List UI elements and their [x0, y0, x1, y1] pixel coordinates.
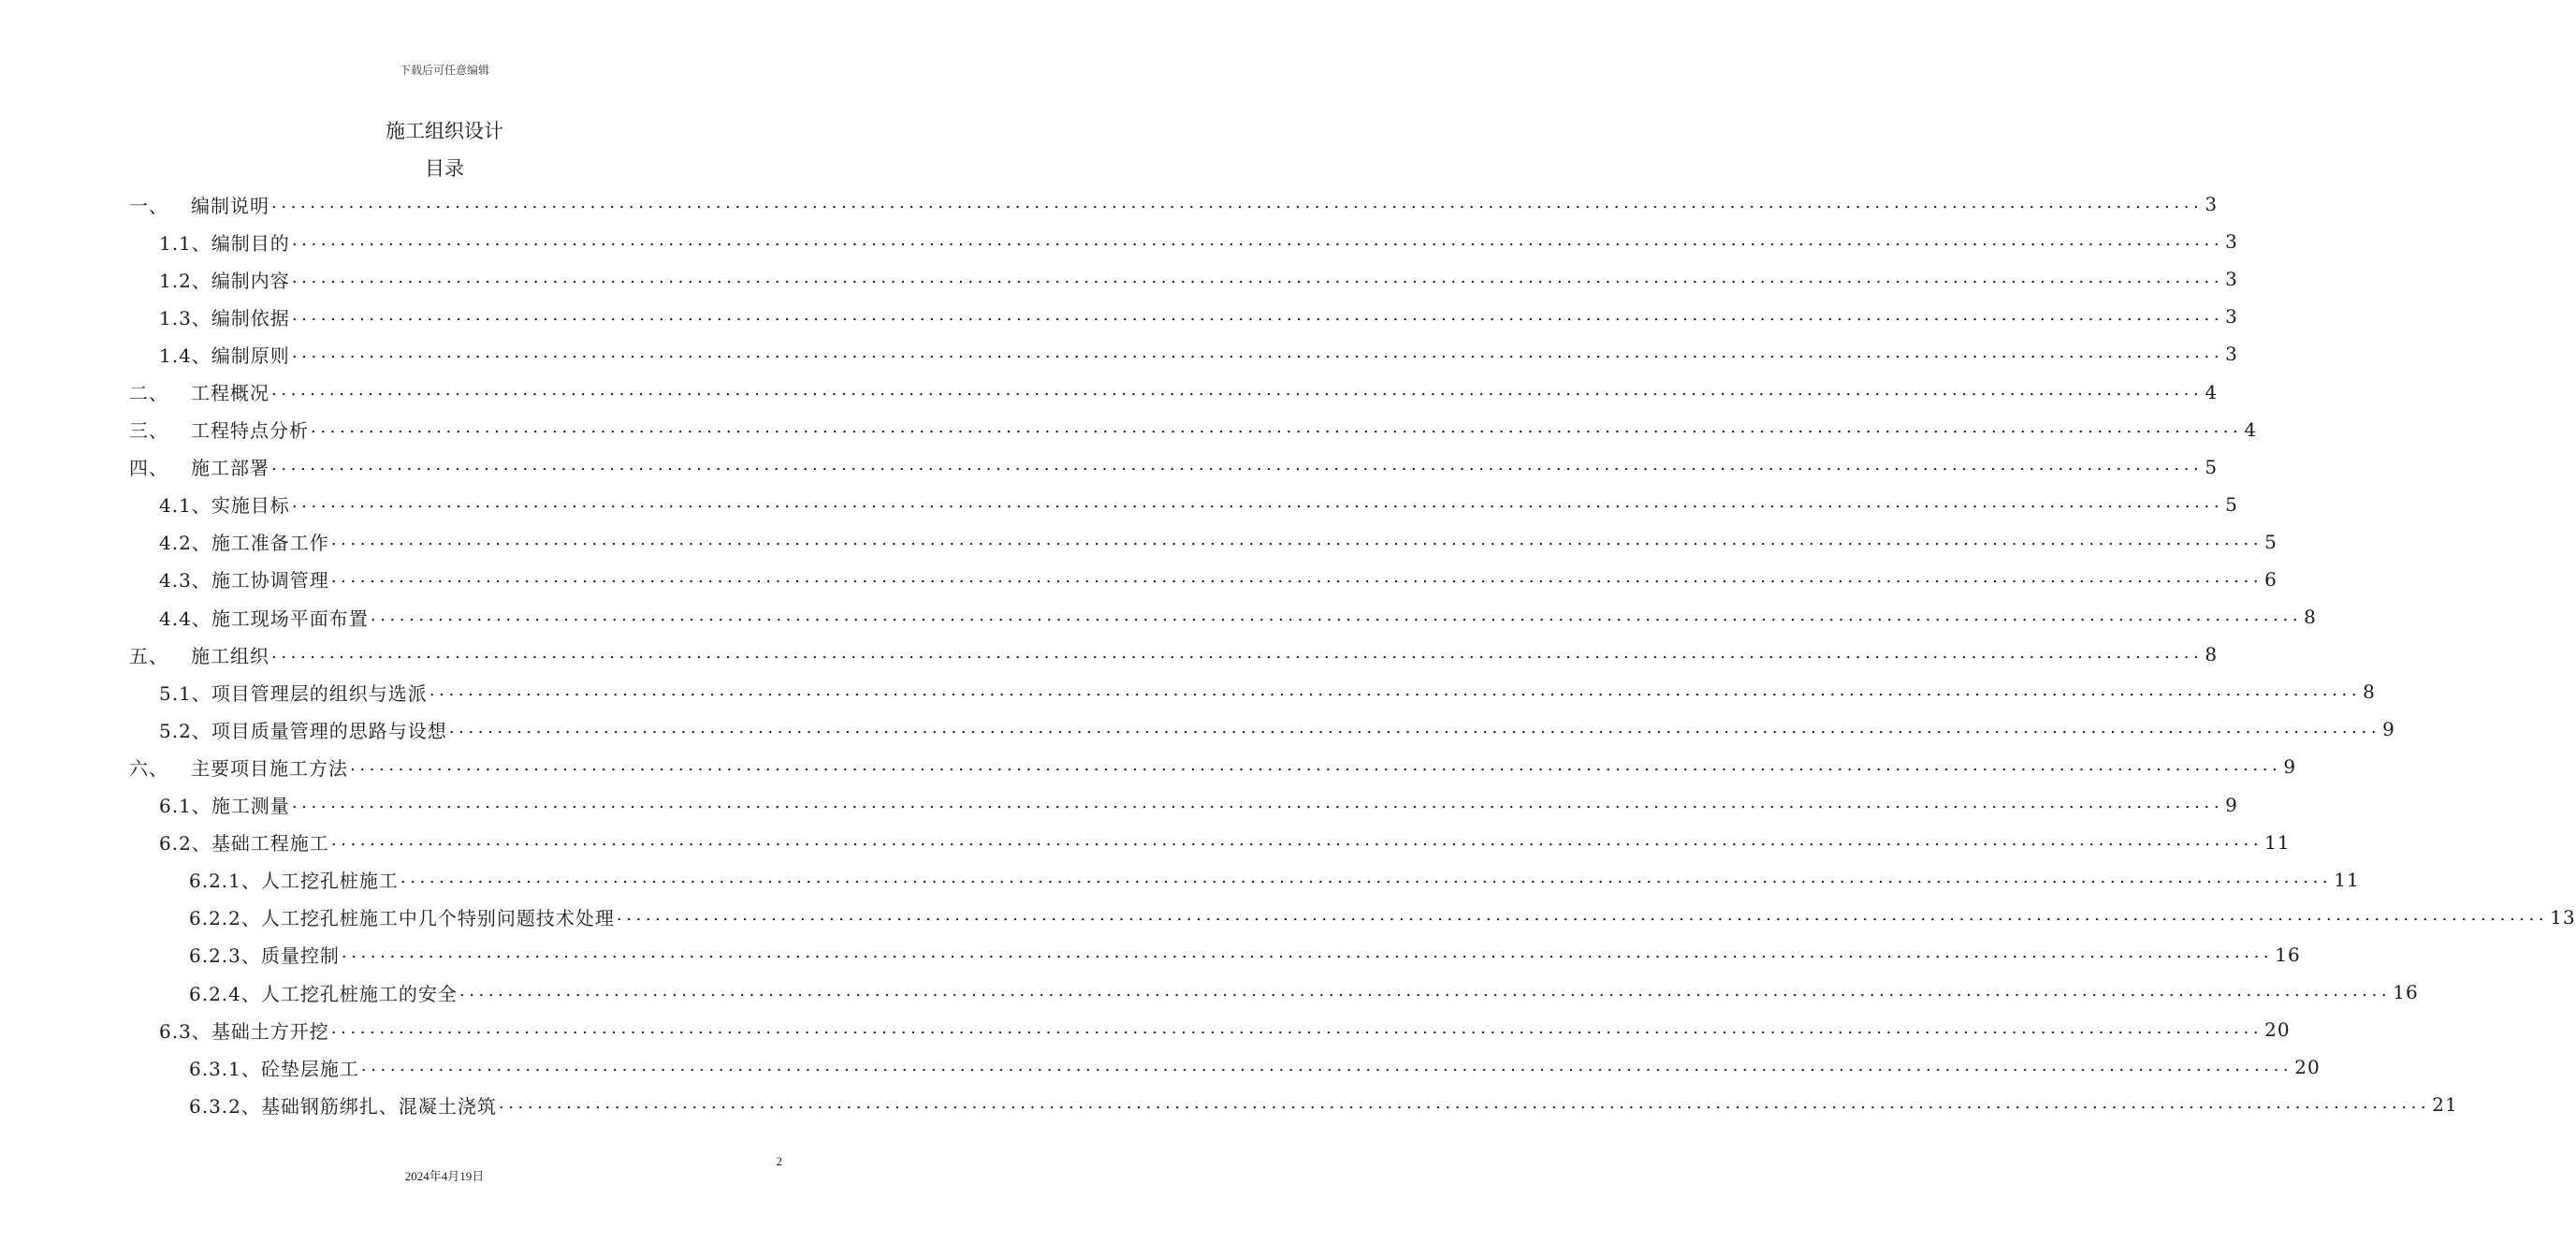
- toc-entry-page: 3: [2225, 343, 2238, 366]
- document-title: 施工组织设计: [386, 120, 503, 142]
- toc-entry-title: 基础土方开挖: [211, 1019, 329, 1043]
- toc-entry-page: 3: [2205, 193, 2219, 216]
- toc-entry-number: 三、: [129, 419, 168, 443]
- toc-entry-title: 编制原则: [211, 344, 290, 367]
- toc-entry-title: 施工组织: [191, 644, 269, 667]
- toc-entry-page: 5: [2225, 492, 2238, 516]
- toc-entry[interactable]: [129, 710, 2395, 748]
- toc-entry-number: 4.4、: [159, 607, 211, 630]
- toc-entry[interactable]: [129, 448, 2219, 486]
- toc-entry[interactable]: [129, 598, 2317, 636]
- toc-entry-number: 4.2、: [159, 532, 211, 555]
- toc-entry-number: 6.2.4、: [189, 982, 261, 1005]
- toc-entry-title: 编制依据: [211, 306, 290, 329]
- toc-entry-number: 6.1、: [159, 795, 211, 818]
- toc-entry-number: 二、: [129, 382, 168, 405]
- toc-entry-page: 6: [2264, 567, 2278, 591]
- toc-entry-number: 5.1、: [159, 681, 211, 705]
- toc-entry-page: 3: [2225, 268, 2238, 291]
- toc-entry-page: 3: [2225, 230, 2238, 254]
- toc-entry-title: 施工现场平面布置: [211, 607, 369, 630]
- toc-entry-number: 6.3.1、: [189, 1057, 261, 1080]
- toc-entry-title: 基础钢筋绑扎、混凝土浇筑: [260, 1094, 497, 1118]
- toc-dot-leader: ........................................................................................................................................................................................................: [458, 980, 2392, 1001]
- toc-entry-number: 1.2、: [159, 269, 211, 292]
- toc-dot-leader: ........................................................................................................................................................................................................: [291, 304, 2224, 325]
- toc-entry-number: 6.2.2、: [189, 907, 261, 930]
- toc-dot-leader: ........................................................................................................................................................................................................: [429, 680, 2362, 700]
- toc-entry[interactable]: [129, 1086, 2458, 1123]
- toc-entry-page: 16: [2393, 981, 2419, 1004]
- toc-entry-title: 工程概况: [191, 382, 269, 405]
- toc-entry-page: 4: [2244, 417, 2258, 441]
- toc-entry-page: 8: [2304, 606, 2317, 629]
- toc-entry-number: 六、: [129, 756, 168, 780]
- toc-entry[interactable]: [129, 973, 2419, 1011]
- toc-entry-page: 5: [2264, 530, 2278, 553]
- toc-dot-leader: ........................................................................................................................................................................................................: [271, 455, 2204, 475]
- toc-entry[interactable]: [129, 335, 2238, 373]
- toc-dot-leader: ........................................................................................................................................................................................................: [448, 717, 2381, 738]
- toc-entry-number: 5.2、: [159, 719, 211, 742]
- toc-dot-leader: ........................................................................................................................................................................................................: [370, 605, 2303, 625]
- toc-entry-page: 11: [2334, 868, 2360, 891]
- toc-entry-page: 9: [2283, 755, 2297, 779]
- toc-entry-page: 20: [2294, 1056, 2321, 1079]
- toc-entry-title: 施工测量: [211, 795, 290, 818]
- toc-dot-leader: ........................................................................................................................................................................................................: [271, 642, 2204, 663]
- toc-entry-title: 编制目的: [211, 231, 290, 255]
- toc-entry-number: 四、: [129, 457, 168, 480]
- toc-entry[interactable]: [129, 260, 2238, 298]
- toc-entry[interactable]: [129, 899, 2576, 936]
- toc-entry[interactable]: [129, 373, 2219, 410]
- toc-entry[interactable]: [129, 936, 2301, 973]
- toc-dot-leader: ........................................................................................................................................................................................................: [271, 380, 2204, 401]
- toc-entry-page: 5: [2205, 455, 2219, 478]
- toc-dot-leader: ........................................................................................................................................................................................................: [330, 830, 2263, 851]
- toc-entry-title: 砼垫层施工: [260, 1057, 359, 1080]
- toc-entry-title: 人工挖孔桩施工: [260, 870, 399, 893]
- toc-entry-number: 6.2.3、: [189, 944, 261, 968]
- toc-entry-title: 施工协调管理: [211, 569, 329, 592]
- toc-entry-title: 主要项目施工方法: [191, 756, 348, 780]
- toc-dot-leader: ........................................................................................................................................................................................................: [330, 567, 2263, 588]
- toc-entry-number: 6.2、: [159, 832, 211, 856]
- toc-dot-leader: ........................................................................................................................................................................................................: [616, 905, 2549, 926]
- toc-dot-leader: ........................................................................................................................................................................................................: [271, 192, 2204, 212]
- toc-dot-leader: ........................................................................................................................................................................................................: [291, 342, 2224, 362]
- toc-entry-page: 3: [2225, 305, 2238, 329]
- toc-entry-page: 4: [2205, 380, 2219, 403]
- toc-entry-number: 6.3.2、: [189, 1094, 261, 1118]
- table-of-contents: [129, 185, 2576, 1123]
- toc-dot-leader: ........................................................................................................................................................................................................: [291, 793, 2224, 813]
- toc-dot-leader: ........................................................................................................................................................................................................: [330, 530, 2263, 550]
- toc-entry[interactable]: [129, 1011, 2291, 1048]
- page-number: 2: [776, 1154, 782, 1168]
- toc-entry-page: 8: [2363, 680, 2376, 704]
- toc-entry-number: 4.1、: [159, 494, 211, 518]
- toc-entry-title: 人工挖孔桩施工中几个特别问题技术处理: [260, 907, 615, 930]
- toc-entry-title: 项目管理层的组织与选派: [211, 681, 428, 705]
- toc-entry-title: 施工准备工作: [211, 532, 329, 555]
- toc-entry[interactable]: [129, 185, 2219, 223]
- toc-entry[interactable]: [129, 223, 2238, 260]
- toc-dot-leader: ........................................................................................................................................................................................................: [350, 754, 2282, 775]
- toc-entry-title: 工程特点分析: [191, 419, 309, 443]
- toc-entry[interactable]: [129, 523, 2278, 561]
- toc-dot-leader: ........................................................................................................................................................................................................: [291, 229, 2224, 250]
- toc-entry-number: 6.2.1、: [189, 870, 261, 893]
- toc-entry-number: 一、: [129, 194, 168, 217]
- toc-entry-title: 实施目标: [211, 494, 290, 518]
- toc-entry-page: 21: [2432, 1093, 2458, 1117]
- toc-entry-title: 编制内容: [211, 269, 290, 292]
- toc-entry-page: 16: [2275, 943, 2301, 966]
- toc-entry-title: 人工挖孔桩施工的安全: [260, 982, 458, 1005]
- toc-entry[interactable]: [129, 636, 2219, 673]
- toc-entry-title: 项目质量管理的思路与设想: [211, 719, 447, 742]
- toc-entry[interactable]: [129, 824, 2291, 861]
- toc-dot-leader: ........................................................................................................................................................................................................: [400, 868, 2333, 888]
- toc-entry[interactable]: [129, 748, 2297, 785]
- toc-dot-leader: ........................................................................................................................................................................................................: [311, 417, 2243, 438]
- toc-entry[interactable]: [129, 561, 2278, 598]
- toc-entry-number: 1.3、: [159, 306, 211, 329]
- toc-dot-leader: ........................................................................................................................................................................................................: [498, 1092, 2431, 1113]
- footer-date: 2024年4月19日: [404, 1169, 485, 1183]
- toc-entry-title: 质量控制: [260, 944, 340, 968]
- toc-entry[interactable]: [129, 298, 2238, 335]
- toc-entry-title: 编制说明: [191, 194, 269, 217]
- toc-entry[interactable]: [129, 1048, 2321, 1086]
- toc-entry-title: 基础工程施工: [211, 832, 329, 856]
- toc-entry-page: 9: [2225, 793, 2238, 816]
- toc-entry-number: 1.1、: [159, 231, 211, 255]
- toc-entry[interactable]: [129, 486, 2238, 523]
- header-note: 下载后可任意编辑: [399, 64, 489, 77]
- toc-entry-number: 4.3、: [159, 569, 211, 592]
- toc-entry[interactable]: [129, 411, 2258, 448]
- toc-entry-number: 1.4、: [159, 344, 211, 367]
- toc-entry[interactable]: [129, 673, 2376, 710]
- toc-entry-page: 8: [2205, 643, 2219, 666]
- toc-entry[interactable]: [129, 861, 2360, 899]
- toc-dot-leader: ........................................................................................................................................................................................................: [360, 1055, 2293, 1075]
- toc-dot-leader: ........................................................................................................................................................................................................: [330, 1017, 2263, 1038]
- toc-entry-title: 施工部署: [191, 457, 269, 480]
- toc-entry-number: 五、: [129, 644, 168, 667]
- toc-entry-page: 20: [2264, 1018, 2291, 1042]
- toc-dot-leader: ........................................................................................................................................................................................................: [291, 492, 2224, 513]
- toc-entry-number: 6.3、: [159, 1019, 211, 1043]
- toc-entry-page: 9: [2382, 718, 2395, 741]
- toc-dot-leader: ........................................................................................................................................................................................................: [291, 267, 2224, 287]
- toc-entry-page: 11: [2264, 830, 2291, 854]
- toc-entry-page: 13: [2550, 905, 2576, 929]
- toc-heading: 目录: [425, 157, 464, 180]
- toc-entry[interactable]: [129, 786, 2238, 824]
- toc-dot-leader: ........................................................................................................................................................................................................: [341, 943, 2274, 963]
